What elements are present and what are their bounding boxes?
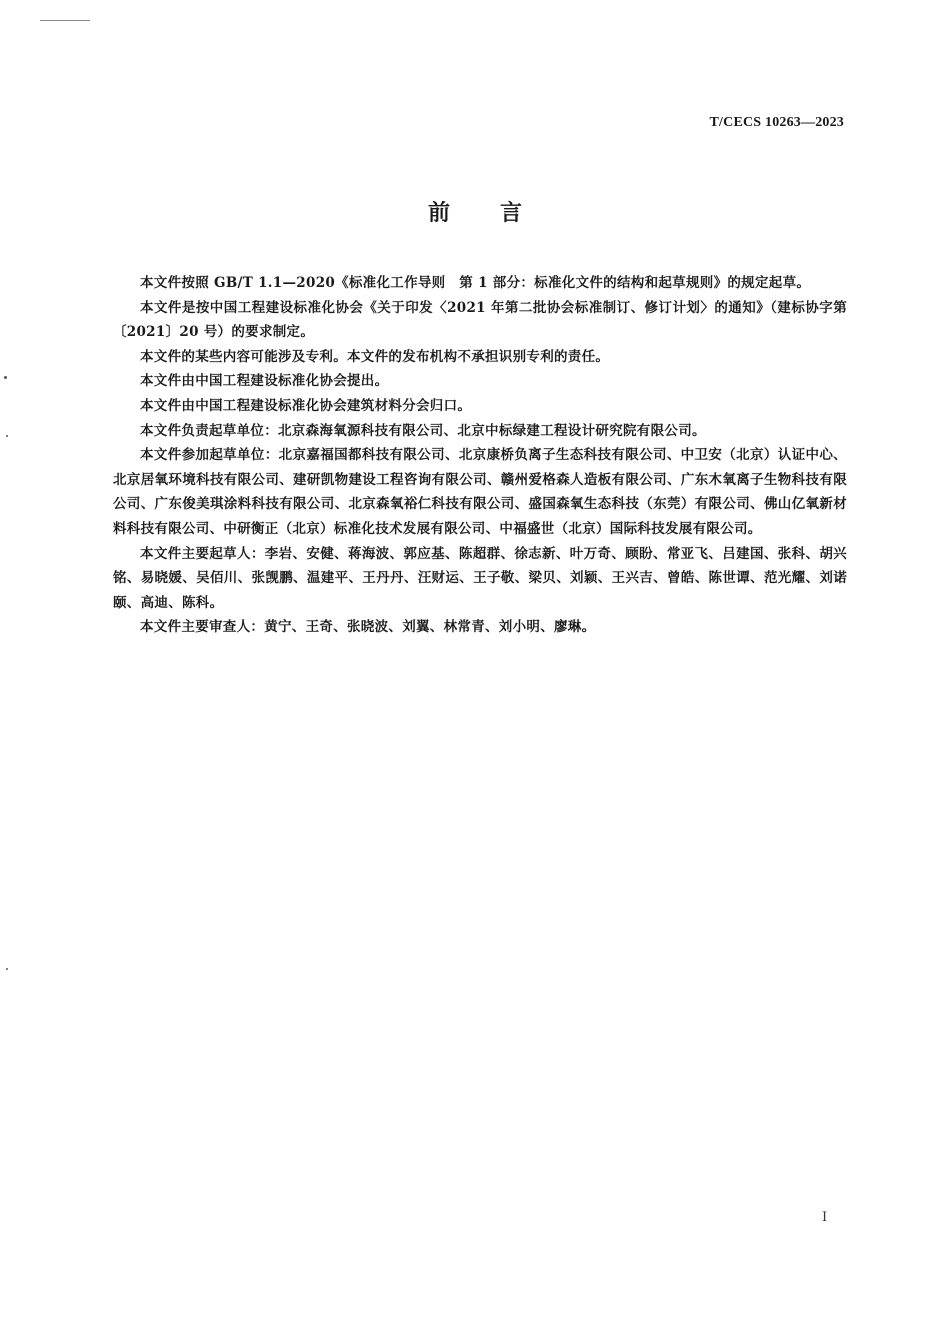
paragraph-lead-drafters: 本文件负责起草单位：北京森海氧源科技有限公司、北京中标绿建工程设计研究院有限公司。 — [140, 422, 706, 439]
scan-artifact-dot — [6, 968, 8, 970]
paragraph-participating-drafters: 本文件参加起草单位：北京嘉福国都科技有限公司、北京康桥负离子生态科技有限公司、中卫安（北京）认证中心、北京居氧环境科技有限公司、建研凯物建设工程咨询有限公司、赣州爱格森人造板有限公司、广东木氧离子生物科技有限公司、广东俊美琪涂料科技有限公司、北京森氧裕仁科技有限公司、盛国森氧生态科技（东莞）有限公司、佛山亿氧新材料科技有限公司、中研衡正（北京）标准化技术发展有限公司、中福盛世（北京）国际科技发展有限公司。 — [113, 447, 847, 537]
paragraph-administrator: 本文件由中国工程建设标准化协会建筑材料分会归口。 — [140, 397, 472, 414]
scan-artifact-dot — [6, 435, 8, 437]
paragraph-reviewers: 本文件主要审查人：黄宁、王奇、张晓波、刘翼、林常青、刘小明、廖琳。 — [140, 619, 596, 636]
paragraph-patent-notice: 本文件的某些内容可能涉及专利。本文件的发布机构不承担识别专利的责任。 — [140, 348, 610, 365]
paragraph-main-drafters: 本文件主要起草人：李岩、安健、蒋海波、郭应基、陈超群、徐志新、叶万奇、顾盼、常亚飞、吕建国、张科、胡兴铭、易晓媛、吴佰川、张觊鹏、温建平、王丹丹、汪财运、王子敬、梁贝、刘颖、王兴吉、曾皓、陈世谭、范光耀、刘诺颐、高迪、陈科。 — [113, 545, 847, 611]
scan-artifact-line — [40, 20, 90, 21]
scan-artifact-dot — [4, 376, 7, 379]
page-number: I — [822, 1210, 828, 1225]
paragraph-proposer: 本文件由中国工程建设标准化协会提出。 — [140, 373, 389, 390]
paragraph-drafting-rules: 本文件按照 GB/T 1.1—2020《标准化工作导则 第 1 部分：标准化文件的结构和起草规则》的规定起草。 — [140, 275, 811, 291]
document-code: T/CECS 10263—2023 — [709, 115, 844, 130]
paragraph-origin: 本文件是按中国工程建设标准化协会《关于印发〈2021 年第二批协会标准制订、修订计划〉的通知》（建标协字第〔2021〕20 号）的要求制定。 — [113, 299, 847, 341]
page-title: 前言 — [427, 201, 572, 226]
preface-body — [113, 271, 847, 640]
